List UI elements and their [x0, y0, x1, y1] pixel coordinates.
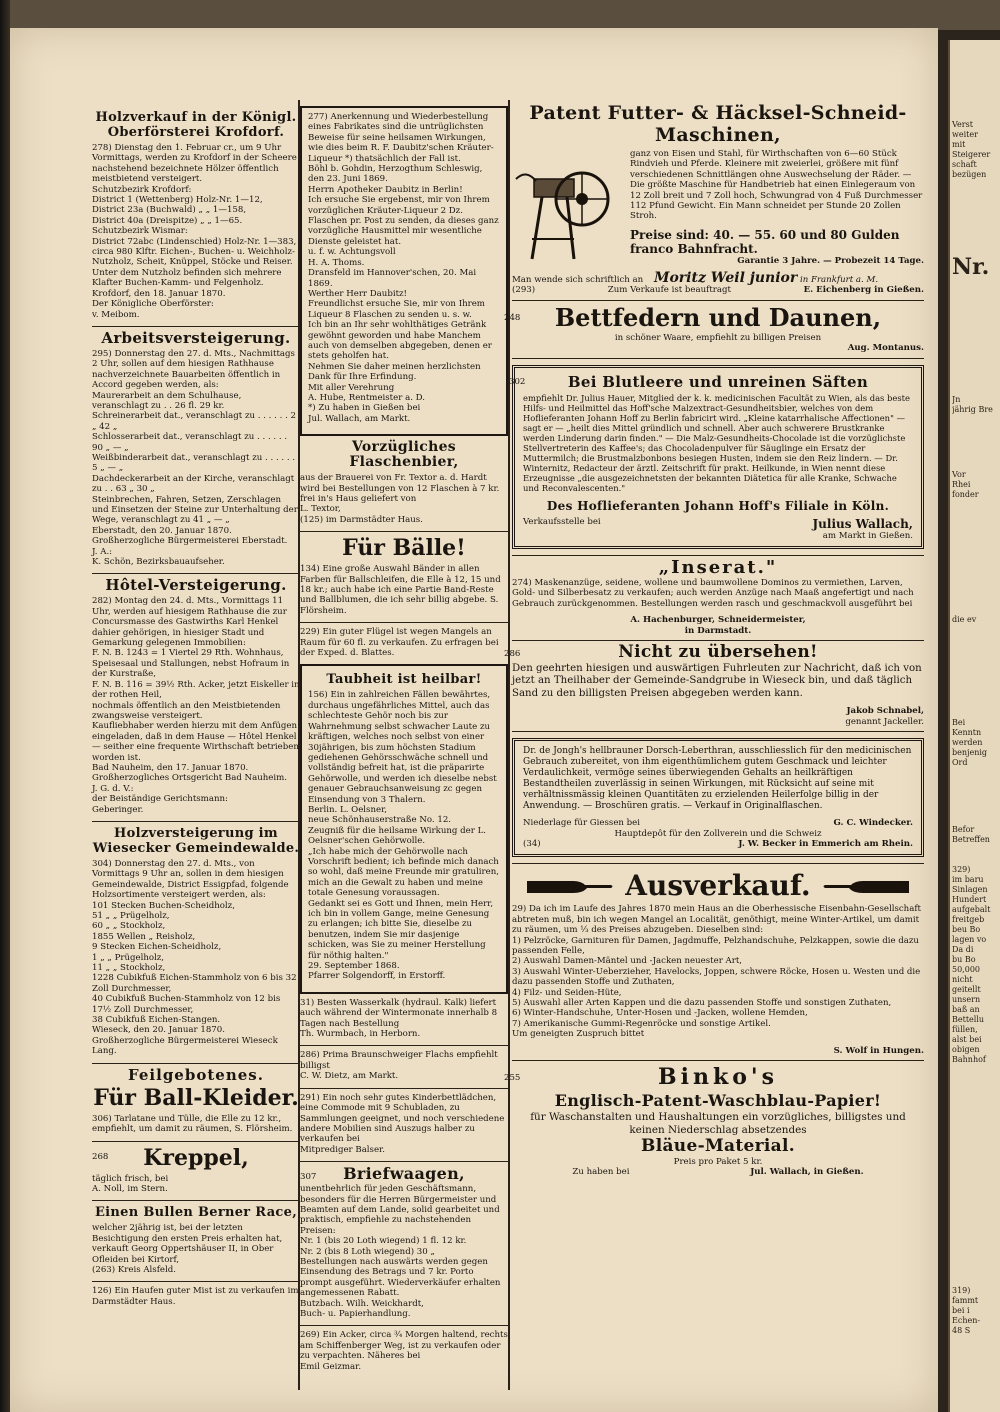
divider	[300, 1161, 508, 1162]
acker-body: 269) Ein Acker, circa ¾ Morgen haltend, rechts am Schiffenberger Weg, ist zu verkaufen oder zu verpachten. Näheres bei Emil Geizmar.	[300, 1330, 508, 1372]
binko-number: 255	[504, 1073, 521, 1083]
futter-agent: E. Eichenberg in Gießen.	[803, 285, 924, 296]
ausverkauf-header	[512, 868, 924, 904]
dejongh-hauptdepot-row	[523, 839, 913, 849]
binko-vendor-label: Zu haben bei	[572, 1167, 630, 1178]
divider	[512, 300, 924, 301]
divider	[300, 1325, 508, 1326]
blut-location: am Markt in Gießen.	[822, 530, 913, 541]
briefwaagen-title: Briefwaagen,	[343, 1164, 465, 1184]
blut-depot: Des Hoflieferanten Johann Hoff's Filiale in Köln.	[546, 498, 890, 513]
bett-title: Bettfedern und Daunen,	[554, 302, 882, 332]
futter-title: Patent Futter- & Häcksel-Schneid-Maschinen,	[529, 102, 907, 146]
inserat-body: 274) Maskenanzüge, seidene, wollene und baumwollene Dominos zu vermiethen, Larven, Gold- und Silberbesatz zu verkaufen; auch werden Anzüge nach Maaß angefertigt und nach Gebrauch zurückgenommen. Bestellungen werden rasch und geschmackvoll ausgeführt bei	[512, 578, 914, 609]
futter-preise: Preise sind: 40. — 55. 60 und 80 Gulden franco Bahnfracht.	[630, 227, 900, 256]
blut-verkauf-label: Verkaufsstelle bei	[523, 516, 601, 527]
adjacent-fragment-8: 329) im baru Sinlagen Hundert aufgebalt freitgeb beu Bo lagen vo Da di bu Bo 50,000 nicht geitellt unsern baß an Bettellu füllen, alst bei obigen Bahnhof	[952, 865, 991, 1064]
ball-body: 306) Tarlatane und Tülle, die Elle zu 12 kr., empfiehlt, um damit zu räumen, S. Flörsheim.	[92, 1113, 293, 1135]
divider	[512, 863, 924, 864]
binko-title: Binko's	[658, 1064, 778, 1090]
flaschenbier-body: aus der Brauerei von Fr. Textor a. d. Hardt wird bei Bestellungen von 12 Flaschen à 7 kr. frei in's Haus geliefert von L. Textor, (125) im Darmstädter Haus.	[300, 473, 500, 525]
dejongh-body: Dr. de Jongh's hellbrauner Dorsch-Leberthran, ausschliesslich für den medicinischen Gebrauch zubereitet, von ihm eigenthümlichem gutem Geschmack und leichter Verdaulichkeit, vermöge seines überwiegenden Gehalts an heilkräftigen Bestandtheilen zuverlässig in seinen Wirkungen, mit Rücksicht auf seine mit verhältnissmässig kleinen Quantitäten zu erzielenden Heilerfolge billig in der Anwendung. — Broschüren gratis. — Verkauf in Originalflaschen.	[523, 746, 912, 812]
divider	[92, 326, 300, 327]
divider	[92, 573, 300, 574]
feil-title: Feilgebotenes.	[128, 1065, 264, 1084]
flaschenbier-title: Vorzügliches Flaschenbier,	[349, 439, 459, 471]
baelle-body: 134) Eine große Auswahl Bänder in allen Farben für Ballschleifen, die Elle à 12, 15 und 18 kr.; auch habe ich eine Partie Band-Reste und Ballblumen, die ich sehr billig abgebe. S. Flörsheim.	[300, 564, 501, 616]
taubheit-box	[300, 664, 508, 993]
blut-verkauf-row	[523, 517, 913, 531]
dejongh-box	[512, 738, 924, 857]
kreppel-number: 268	[92, 1151, 109, 1162]
adjacent-fragment-3: Jn jährig Bre	[952, 395, 993, 414]
holz-krofdorf-title: Holzverkauf in der Königl. Oberförsterei Krofdorf.	[95, 110, 297, 140]
bett-signature: Aug. Montanus.	[847, 343, 924, 354]
futter-agent-row	[512, 285, 924, 295]
adjacent-fragment-9: 319) fammt bei i Echen- 48 S	[952, 1286, 981, 1335]
futter-garantie: Garantie 3 Jahre. — Probezeit 14 Tage.	[737, 255, 924, 266]
holz-krofdorf-body: 278) Dienstag den 1. Februar cr., um 9 Uhr Vormittags, werden zu Krofdorf in der Scheere nachstehend bezeichnete Hölzer öffentlich meistbietend versteigert. Schutzbezirk Krofdorf: District 1 (Wettenberg) Holz-Nr. 1—12, District 23a (Buchwald) „ „ 1—158, District 40a (Dreispitze) „ „ 1—65. Schutzbezirk Wismar: District 72abc (Lindenschied) Holz-Nr. 1—383, circa 980 Klftr. Eichen-, Buchen- u. Weichholz-Nutzholz, Scheit, Knüppel, Stöcke und Reiser. Unter dem Nutzholz befinden sich mehrere Klafter Buchen-Kamm- und Felgenholz. Krofdorf, den 18. Januar 1870. Der Königliche Oberförster: v. Meibom.	[92, 143, 297, 320]
dejongh-hauptdepot-firm: J. W. Becker in Emmerich am Rhein.	[738, 838, 913, 849]
adjacent-fragment-6: Bei Kenntn werden benjenig Ord	[952, 718, 988, 767]
baelle-title: Für Bälle!	[342, 535, 466, 562]
ball-title: Für Ball-Kleider.	[93, 1084, 299, 1111]
binko-vendor: Jul. Wallach, in Gießen.	[750, 1167, 864, 1178]
nicht-signature-2: genannt Jackeller.	[845, 716, 924, 727]
blut-signature: Julius Wallach,	[812, 516, 913, 531]
divider	[512, 1060, 924, 1061]
binko-subtitle: Englisch-Patent-Waschblau-Papier!	[554, 1091, 882, 1110]
nicht-number: 286	[504, 649, 521, 660]
adjacent-fragment-1: Verst weiter mit Steigerer schaft bezügen	[952, 120, 991, 179]
hotel-body: 282) Montag den 24. d. Mts., Vormittags 11 Uhr, werden auf hiesigem Rathhause die zur Concursmasse des Gastwirths Karl Henkel dahier gehörigen, in hiesiger Stadt und Gemarkung gelegenen Immobilien: F. N. B. 1243 = 1 Viertel 29 Rth. Wohnhaus, Speisesaal und Stallungen, nebst Hofraum in der Kurstraße, F. N. B. 116 = 39½ Rth. Acker, jetzt Eiskeller in der rothen Heil, nochmals öffentlich an den Meistbietenden zwangsweise versteigert. Kaufliebhaber werden hierzu mit dem Anfügen eingeladen, daß in dem Hause — Hôtel Henkel — seither eine frequente Wirthschaft betrieben worden ist. Bad Nauheim, den 17. Januar 1870. Großherzogliches Ortsgericht Bad Nauheim. J. G. d. V.: der Beiständige Gerichtsmann: Geberinger.	[92, 596, 300, 815]
brief-number: 307	[300, 1172, 317, 1183]
daubitz-box	[300, 106, 508, 436]
divider	[300, 622, 508, 623]
column-3	[504, 100, 924, 1178]
taubheit-body: 156) Ein in zahlreichen Fällen bewährtes, durchaus ungefährliches Mittel, auch das schlechteste Gehör noch bis zur Wahrnehmung selbst schwacher Laute zu kräftigen, welches noch selbst von einer 30jährigen, bis zum höchsten Stadium gediehenen Gehörsschwäche schnell und vollständig befreit hat, ist die präparirte Gehörwolle, und werden ich dieselbe nebst genauer Gebrauchsanweisung zc gegen Einsendung von 3 Thalern. Berlin. L. Oelsner, neue Schönhauserstraße No. 12. Zeugniß für die heilsame Wirkung der L. Oelsner'schen Gehörwolle. „Ich habe mich der Gehörwolle nach Vorschrift bedient; ich befinde mich danach so wohl, daß meine Freunde mir gratuliren, mich an die Gewalt zu haben und meine totale Genesung voraussagen. Gedankt sei es Gott und Ihnen, mein Herr, ich bin in vollem Gange, meine Genesung zu erlangen; ich bitte Sie, dieselbe zu benutzen, indem Sie mir dasjenige schicken, was Sie zu meiner Herstellung für nöthig halten." 29. September 1868. Pfarrer Solgendorff, in Erstorff.	[308, 690, 499, 982]
dejongh-number: (34)	[523, 838, 541, 849]
bett-body: in schöner Waare, empfiehlt zu billigen Preisen	[614, 332, 822, 343]
kreppel-body: täglich frisch, bei A. Noll, im Stern.	[92, 1173, 169, 1194]
dejongh-niederlage-firm: G. C. Windecker.	[833, 818, 913, 829]
divider	[92, 1063, 300, 1064]
scan-top-edge	[0, 0, 1000, 30]
blutleere-box	[509, 365, 924, 549]
ausverkauf-signature: S. Wolf in Hungen.	[833, 1045, 924, 1056]
scan-left-edge	[0, 0, 10, 1412]
kreppel-title: Kreppel,	[143, 1144, 249, 1171]
inserat-location: in Darmstadt.	[684, 625, 752, 636]
inserat-title: „Inserat."	[658, 557, 778, 579]
pointing-hand-right-icon	[525, 875, 615, 897]
futter-number: (293)	[512, 285, 536, 296]
adjacent-fragment-7: Befor Betreffen	[952, 825, 990, 844]
nicht-title: Nicht zu übersehen!	[618, 642, 818, 663]
futter-firm: Moritz Weil junior	[653, 270, 798, 286]
column-1	[92, 108, 300, 1313]
pointing-hand-left-icon	[821, 875, 911, 897]
arbeit-body: 295) Donnerstag den 27. d. Mts., Nachmittags 2 Uhr, sollen auf dem hiesigen Rathhause nachverzeichnete Bauarbeiten öffentlich in Accord gegeben werden, als: Maurerarbeit an dem Schulhause, veranschlagt zu . . 26 fl. 29 kr. Schreinerarbeit dat., veranschlagt zu . . . . . . 2 „ 42 „ Schlosserarbeit dat., veranschlagt zu . . . . . . 90 „ — „ Weißbinderarbeit dat., veranschlagt zu . . . . . . 5 „ — „ Dachdeckerarbeit an der Kirche, veranschlagt zu . . 63 „ 30 „ Steinbrechen, Fahren, Setzen, Zerschlagen und Einsetzen der Steine zur Unterhaltung der Wege, veranschlagt zu 41 „ — „ Eberstadt, den 20. Januar 1870. Großherzogliche Bürgermeisterei Eberstadt. J. A.: K. Schön, Bezirksbauaufseher.	[92, 348, 298, 568]
binko-vendor-row	[512, 1167, 924, 1177]
briefwaagen-body: unentbehrlich für jeden Geschäftsmann, besonders für die Herren Bürgermeister und Beamten auf dem Lande, solid gearbeitet und praktisch, empfiehle zu nachstehenden Preisen: Nr. 1 (bis 20 Loth wiegend) 1 fl. 12 kr. Nr. 2 (bis 8 Loth wiegend) 30 „ Bestellungen nach auswärts werden gegen Einsendung des Betrags und 7 kr. Porto prompt ausgeführt. Wiederverkäufer erhalten angemessenen Rabatt. Butzbach. Wilh. Weickhardt, Buch- u. Papierhandlung.	[300, 1184, 501, 1319]
adjacent-fragment-2: Nr.	[952, 255, 990, 279]
divider	[300, 1045, 508, 1046]
divider	[512, 640, 924, 641]
haeckselmaschine-illustration	[512, 149, 622, 269]
taubheit-title: Taubheit ist heilbar!	[326, 672, 482, 688]
dejongh-hauptdepot: Hauptdepôt für den Zollverein und die Schweiz	[614, 828, 822, 839]
inserat-signature: A. Hachenburger, Schneidermeister,	[630, 615, 806, 626]
futter-body: ganz von Eisen und Stahl, für Wirthschaften von 6—60 Stück Rindvieh und Pferde. Kleinere mit zweierlei, größere mit fünf verschiedenen Schnittlängen ohne Auswechselung der Räder. — Die größte Maschine für Handbetrieb hat einen Einlegeraum von 12 Zoll breit und 7 Zoll hoch, Schwungrad von 4 Fuß Durchmesser 112 Pfund Gewicht. Ein Mann schneidet per Stunde 20 Zollen Stroh.	[630, 149, 923, 222]
hotel-title: Hôtel-Versteigerung.	[105, 576, 287, 595]
ausverkauf-title: Ausverkauf.	[625, 869, 811, 903]
nicht-signature: Jakob Schnabel,	[846, 706, 924, 717]
bulle-body: welcher 2jährig ist, bei der letzten Besichtigung den ersten Preis erhalten hat, verkauft Georg Oppertshäuser II, in Ober Ofleiden bei Kirtorf, (263) Kreis Alsfeld.	[92, 1223, 283, 1275]
divider	[300, 1088, 508, 1089]
binko-material: Bläue-Material.	[641, 1136, 795, 1156]
divider	[512, 731, 924, 732]
futter-contact-label: Man wende sich schriftlich an	[512, 275, 644, 285]
binko-body: für Waschanstalten und Haushaltungen ein vorzügliches, billigstes und keinen Niederschlag absetzendes	[530, 1111, 906, 1136]
futter-city: in Frankfurt a. M.	[799, 275, 879, 285]
bett-number: 248	[504, 312, 521, 323]
anerkennung-body: 277) Anerkennung und Wiederbestellung eines Fabrikates sind die untrüglichsten Beweise für seine heilsamen Wirkungen, wie dies beim R. F. Daubitz'schen Kräuter-Liqueur *) thatsächlich der Fall ist. Böhl b. Gohdin, Herzogthum Schleswig, den 23. Juni 1869. Herrn Apotheker Daubitz in Berlin! Ich ersuche Sie ergebenst, mir von Ihrem vorzüglichen Kräuter-Liqueur 2 Dz. Flaschen pr. Post zu senden, da dieses ganz vorzügliche Hausmittel mir wesentliche Dienste geleistet hat. u. f. w. Achtungsvoll H. A. Thoms. Dransfeld im Hannover'schen, 20. Mai 1869. Werther Herr Daubitz! Freundlichst ersuche Sie, mir von Ihrem Liqueur 8 Flaschen zu senden u. s. w. Ich bin an Ihr sehr wohlthätiges Getränk gewöhnt geworden und habe Manchem auch von demselben abgegeben, denen er stets geholfen hat. Nehmen Sie daher meinen herzlichsten Dank für Ihre Erfindung. Mit aller Verehrung A. Hube, Rentmeister a. D. *) Zu haben in Gießen bei Jul. Wallach, am Markt.	[308, 112, 499, 424]
divider	[92, 1281, 300, 1282]
blut-number: 302	[509, 376, 526, 387]
dejongh-niederlage-row	[523, 818, 913, 828]
column-2	[300, 100, 508, 1378]
divider	[512, 358, 924, 359]
blut-body: empfiehlt Dr. Julius Hauer, Mitglied der k. k. medicinischen Facultät zu Wien, als das beste Hilfs- und Heilmittel das Hoff'sche Malzextract-Gesundheitsbier, welches von dem Hoflieferanten Johann Hoff zu Berlin fabricirt wird. „Kleine katarrhalische Affectionen" — sagt er — „heilt dies Mittel gründlich und schnell. Aber auch schwerere Brustkranke werden Linderung darin finden." — Die Malz-Gesundheits-Chocolade ist die vorzüglichste Stellvertreterin des Kaffee's; das Chocoladenpulver für Säuglinge ein Ersatz der Muttermilch; die Brustmalzbonbons besiegen Husten, indem sie den Reiz lindern. — Dr. Winternitz, Redacteur der ärztl. Zeitschrift für prakt. Heilkunde, in Wien nennt diese Erzeugnisse „die ausgezeichnetsten der bekannten Diätetica für alle Kranke, Schwache und Reconvalescenten."	[523, 392, 910, 493]
nicht-body: Den geehrten hiesigen und auswärtigen Fuhrleuten zur Nachricht, daß ich von jetzt an Theilhaber der Gemeinde-Sandgrube in Wieseck bin, und daß täglich Sand zu den billigsten Preisen abgegeben werden kann.	[512, 663, 922, 699]
arbeit-title: Arbeitsversteigerung.	[101, 328, 291, 347]
holz-wieseck-body: 304) Donnerstag den 27. d. Mts., von Vormittags 9 Uhr an, sollen in dem hiesigen Gemeindewalde, District Essigpfad, folgende Holzsortimente versteigert werden, als: 101 Stecken Buchen-Scheidholz, 51 „ „ Prügelholz, 60 „ „ Stockholz, 1855 Wellen „ Reisholz, 9 Stecken Eichen-Scheidholz, 1 „ „ Prügelholz, 11 „ „ Stockholz, 1228 Cubikfuß Eichen-Stammholz von 6 bis 32 Zoll Durchmesser, 40 Cubikfuß Buchen-Stammholz von 12 bis 17½ Zoll Durchmesser, 38 Cubikfuß Eichen-Stangen. Wieseck, den 20. Januar 1870. Großherzogliche Bürgermeisterei Wieseck Lang.	[92, 858, 297, 1057]
holz-wieseck-title: Holzversteigerung im Wiesecker Gemeindewalde.	[92, 825, 300, 856]
blut-title: Bei Blutleere und unreinen Säften	[567, 372, 869, 391]
divider	[300, 531, 508, 532]
column-rule-2	[508, 100, 510, 1390]
kinderbett-body: 291) Ein noch sehr gutes Kinderbettlädchen, eine Commode mit 9 Schubladen, zu Sammlungen geeignet, und noch verschiedene andere Mobilien sind Auszugs halber zu verkaufen bei Mitprediger Balser.	[300, 1092, 505, 1155]
adjacent-fragment-5: die ev	[952, 615, 977, 624]
divider	[92, 1200, 300, 1201]
bulle-title: Einen Bullen Berner Race,	[94, 1205, 298, 1221]
ausverkauf-body: 29) Da ich im Laufe des Jahres 1870 mein Haus an die Oberhessische Eisenbahn-Gesellschaft abtreten muß, bin ich wegen Mangel an Localität, genöthigt, meine Winter-Artikel, um damit zu räumen, um ⅓ des Preises abzugeben. Dieselben sind: 1) Pelzröcke, Garnituren für Damen, Jagdmuffe, Pelzhandschuhe, Pelzkappen, sowie die dazu passenden Felle, 2) Auswahl Damen-Mäntel und -Jacken neuester Art, 3) Auswahl Winter-Ueberzieher, Havelocks, Joppen, schwere Röcke, Hosen u. Westen und die dazu passenden Stoffe und Zuthaten, 4) Filz- und Seiden-Hüte, 5) Auswahl aller Arten Kappen und die dazu passenden Stoffe und sonstigen Zuthaten, 6) Winter-Handschuhe, Unter-Hosen und -Jacken, wollene Hemden, 7) Amerikanische Gummi-Regenröcke und sonstige Artikel. Um geneigten Zuspruch bittet	[512, 904, 921, 1040]
futter-agent-label: Zum Verkaufe ist beauftragt	[607, 285, 731, 296]
dejongh-niederlage-label: Niederlage für Giessen bei	[523, 818, 641, 829]
binko-price: Preis pro Paket 5 kr.	[673, 1157, 763, 1167]
divider	[92, 821, 300, 822]
futter-contact	[512, 270, 924, 286]
divider	[92, 1141, 300, 1142]
adjacent-fragment-4: Vor Rhei fonder	[952, 470, 979, 499]
flachs-body: 286) Prima Braunschweiger Flachs empfiehlt billigst C. W. Dietz, am Markt.	[300, 1050, 498, 1082]
divider	[512, 555, 924, 556]
kalk-body: 31) Besten Wasserkalk (hydraul. Kalk) liefert auch während der Wintermonate innerhalb 8 Tagen nach Bestellung Th. Wurmbach, in Herborn.	[300, 997, 498, 1040]
mist-body: 126) Ein Haufen guter Mist ist zu verkaufen im Darmstädter Haus.	[92, 1286, 299, 1307]
fluegel-body: 229) Ein guter Flügel ist wegen Mangels an Raum für 60 fl. zu verkaufen. Zu erfragen bei der Exped. d. Blattes.	[300, 627, 499, 659]
